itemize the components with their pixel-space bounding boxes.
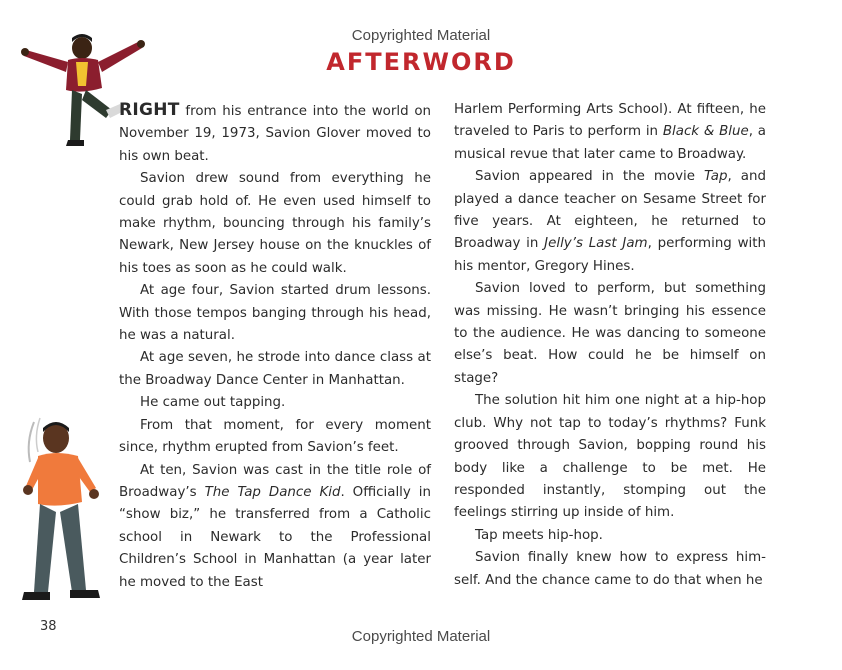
paragraph-text: , a musical revue that later came to Broadway. xyxy=(454,124,766,162)
italic-title: The Tap Dance Kid xyxy=(204,484,341,500)
drop-lead-word: RIGHT xyxy=(119,100,180,120)
paragraph: Savion loved to perform, but something was missing. He wasn’t bringing his essence to the audience. He was dancing to someone else’s beat. How could he be himself on stage? xyxy=(454,281,766,386)
left-column xyxy=(119,99,431,594)
paragraph xyxy=(119,99,431,168)
paragraph-text: At ten, Savion was cast in the title role of Broadway’s xyxy=(119,462,431,500)
italic-title: Jelly’s Last Jam xyxy=(544,236,648,252)
paragraph-text: from his entrance into the world on November 19, 1973, Savion Glover moved to his own beat. xyxy=(119,104,431,164)
paragraph-text: Savion appeared in the movie xyxy=(475,169,705,185)
paragraph-text: , performing with his mentor, Gregory Hines. xyxy=(454,236,766,274)
italic-title: Tap xyxy=(704,169,728,185)
paragraph: The solution hit him one night at a hip-hop club. Why not tap to today’s rhythms? Funk grooved through Savion, bopping round his body like a challenge to be met. He responded instantly, stomping out the feelings stirring up inside of him. xyxy=(454,393,766,521)
paragraph xyxy=(454,99,766,166)
paragraph: Savion finally knew how to express him-self. And the chance came to do that when he xyxy=(454,550,766,588)
copyright-footer: Copyrighted Material xyxy=(351,628,491,645)
paragraph-text: , and played a dance teacher on Sesame Street for five years. At eighteen, he returned to Broadway in xyxy=(454,169,766,252)
paragraph-text: . Officially in “show biz,” he transferred from a Catholic school in Newark to the Professional Children’s School in Manhattan (a year later he moved to the East xyxy=(119,484,431,590)
paragraph xyxy=(454,166,766,278)
paragraph-text: Harlem Performing Arts School). At fifteen, he traveled to Paris to perform in xyxy=(454,102,766,140)
paragraph: At age seven, he strode into dance class at the Broadway Dance Center in Manhattan. xyxy=(119,350,431,388)
paragraph: He came out tapping. xyxy=(140,395,286,411)
copyright-header: Copyrighted Material xyxy=(351,27,491,44)
page-number: 38 xyxy=(40,619,57,634)
page-title: AFTERWORD xyxy=(326,48,516,76)
paragraph: From that moment, for every moment since, rhythm erupted from Savion’s feet. xyxy=(119,417,431,456)
italic-title: Black & Blue xyxy=(662,124,749,140)
right-column xyxy=(454,99,766,592)
dancer-illustration-bottom xyxy=(16,412,116,612)
paragraph xyxy=(119,460,431,594)
paragraph: At age four, Savion started drum lessons. With those tempos banging through his head, he was a natural. xyxy=(119,283,431,344)
paragraph: Tap meets hip-hop. xyxy=(475,527,603,543)
paragraph: Savion drew sound from everything he could grab hold of. He even used himself to make rhythm, bouncing through his family’s Newark, New Jersey house on the knuckles of his toes as soon as he could walk. xyxy=(119,171,431,276)
